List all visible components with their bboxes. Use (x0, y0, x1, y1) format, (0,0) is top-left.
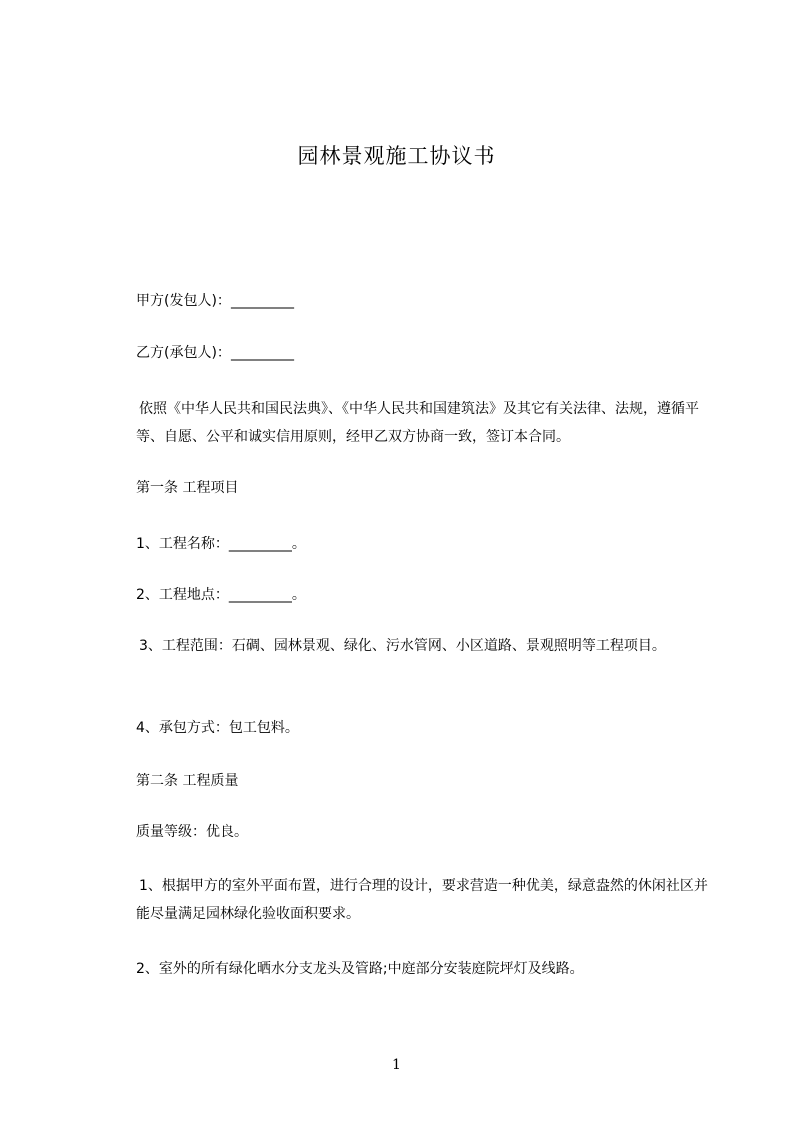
article-2-heading: 第二条 工程质量 (136, 773, 239, 789)
project-name-line (136, 534, 306, 554)
project-location-line (136, 585, 306, 605)
quality-item-1-paragraph (136, 872, 716, 928)
project-location-end: 。 (291, 587, 306, 603)
project-location-blank: _________ (228, 587, 292, 603)
quality-item-2-line: 2、室外的所有绿化晒水分支龙头及管路;中庭部分安装庭院坪灯及线路。 (136, 961, 584, 977)
party-a-label: 甲方(发包人)： (136, 293, 231, 309)
party-b-blank: _________ (230, 345, 294, 361)
document-title: 园林景观施工协议书 (297, 144, 496, 168)
quality-grade-line: 质量等级：优良。 (136, 824, 248, 840)
contract-method-line: 4、承包方式：包工包料。 (136, 720, 299, 736)
intro-paragraph (136, 395, 716, 451)
project-location-label: 2、工程地点： (136, 587, 229, 603)
project-scope-text: 3、工程范围：石碉、园林景观、绿化、污水管网、小区道路、景观照明等工程项目。 (139, 638, 666, 654)
page-number: 1 (392, 1057, 401, 1073)
project-name-end: 。 (291, 536, 306, 552)
project-scope-paragraph (136, 632, 716, 660)
quality-item-1-text: 1、根据甲方的室外平面布置，进行合理的设计，要求营造一种优美，绿意盎然的休闲社区并能尽量满足园林绿化验收面积要求。 (136, 878, 708, 922)
party-a-blank: _________ (230, 293, 294, 309)
article-1-heading: 第一条 工程项目 (136, 480, 239, 496)
party-b-line (136, 343, 294, 363)
party-b-label: 乙方(承包人)： (136, 345, 231, 361)
party-a-line (136, 291, 294, 311)
project-name-label: 1、工程名称： (136, 536, 229, 552)
project-name-blank: _________ (228, 536, 292, 552)
intro-text: 依照《中华人民共和国民法典》、《中华人民共和国建筑法》及其它有关法律、法规，遵循平等、自愿、公平和诚实信用原则，经甲乙双方协商一致，签订本合同。 (136, 401, 699, 445)
